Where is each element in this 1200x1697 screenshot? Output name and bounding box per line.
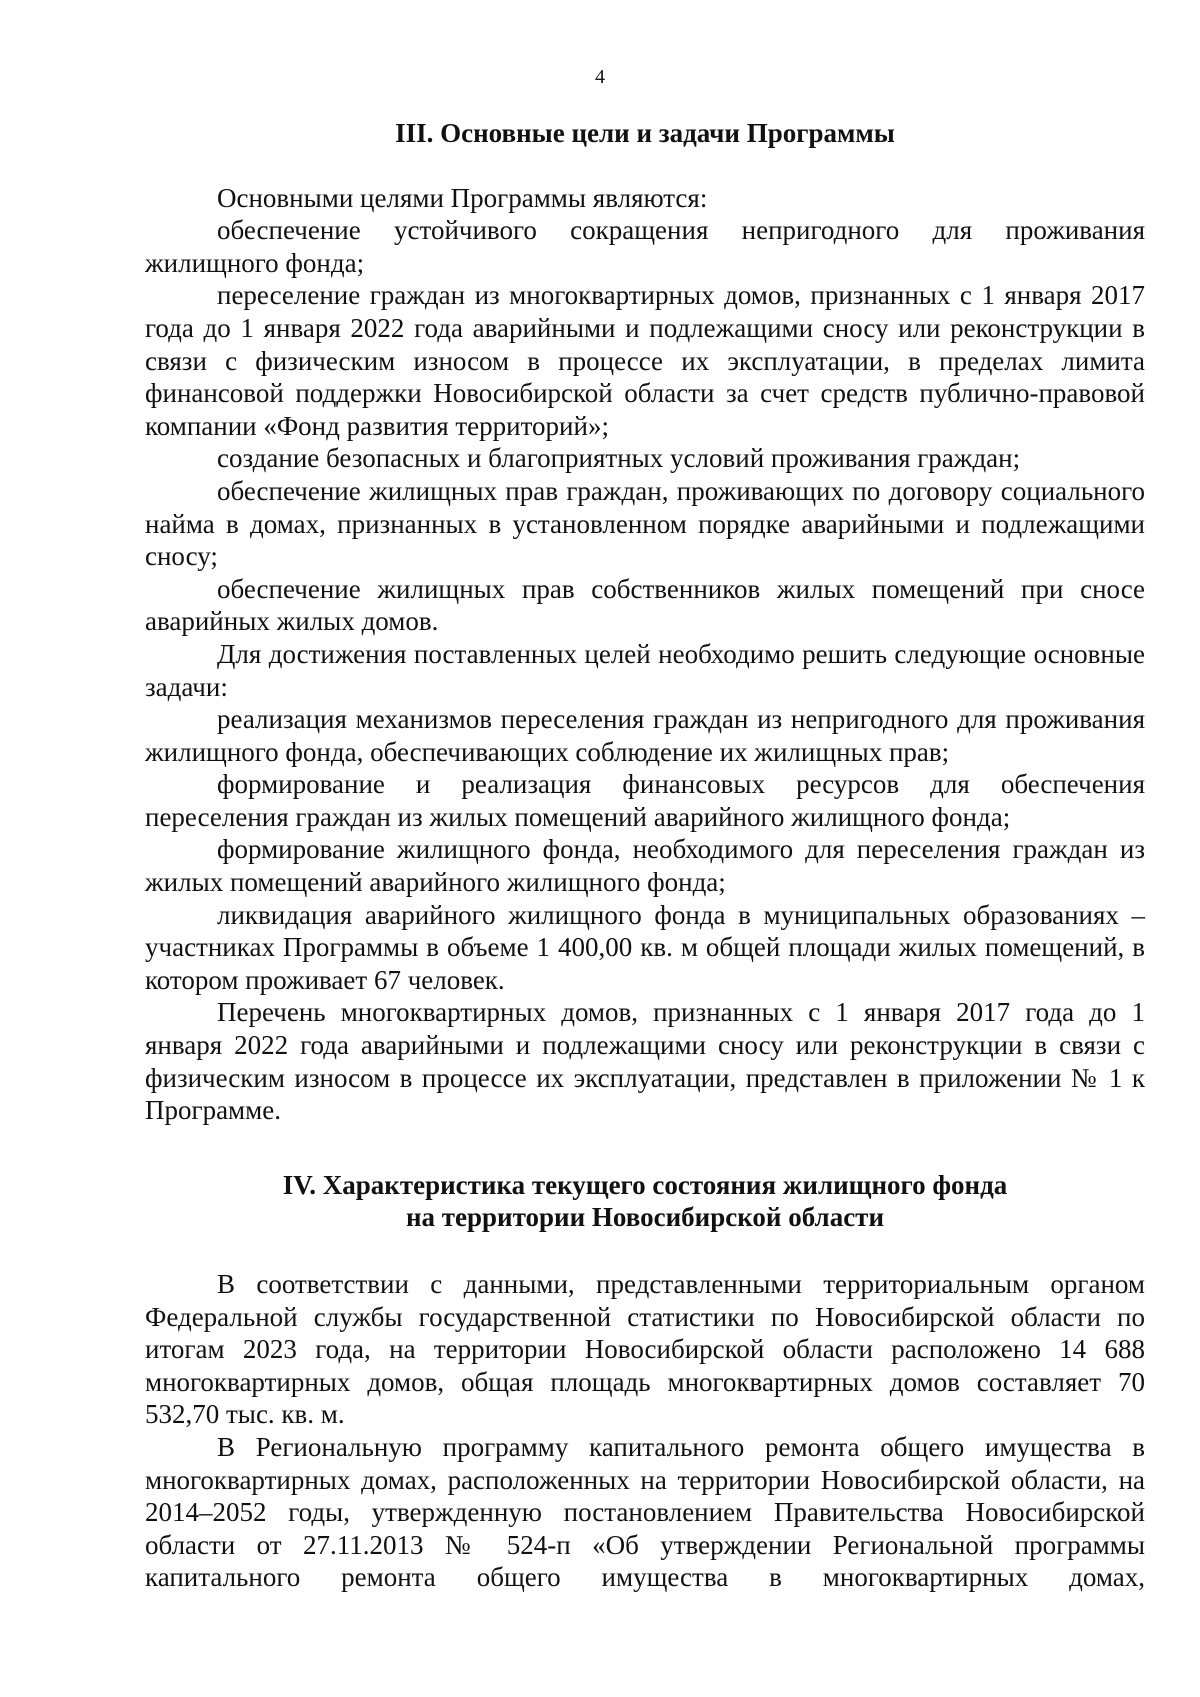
section-3-paragraph: формирование и реализация финансовых ресурсов для обеспечения переселения граждан из жилых помещений аварийного жилищного фонда; bbox=[145, 769, 1145, 832]
section-3-paragraph: реализация механизмов переселения граждан из непригодного для проживания жилищного фонда, обеспечивающих соблюдение их жилищных прав; bbox=[145, 704, 1145, 767]
section-3-paragraph: создание безопасных и благоприятных условий проживания граждан; bbox=[217, 443, 1021, 474]
section-3-paragraph: Перечень многоквартирных домов, признанных с 1 января 2017 года до 1 января 2022 года аварийными и подлежащими сносу или реконструкции в связи с физическим износом в процессе их эксплуатации, представлен в приложении № 1 к Программе. bbox=[145, 997, 1145, 1126]
page-number: 4 bbox=[595, 66, 605, 88]
section-4-paragraph: В соответствии с данными, представленными территориальным органом Федеральной службы государственной статистики по Новосибирской области по итогам 2023 года, на территории Новосибирской области расположено 14 688 многоквартирных домов, общая площадь многоквартирных домов составляет 70 532,70 тыс. кв. м. bbox=[145, 1269, 1145, 1430]
section-3-paragraph: обеспечение жилищных прав граждан, проживающих по договору социального найма в домах, признанных в установленном порядке аварийными и подлежащими сносу; bbox=[145, 475, 1145, 572]
section-3-paragraph: переселение граждан из многоквартирных домов, признанных с 1 января 2017 года до 1 января 2022 года аварийными и подлежащими сносу или реконструкции в связи с физическим износом в процессе их эксплуатации, в пределах лимита финансовой поддержки Новосибирской области за счет средств публично-правовой компании «Фонд развития территорий»; bbox=[145, 280, 1145, 441]
spacer bbox=[145, 1234, 1145, 1268]
section-3-paragraph: ликвидация аварийного жилищного фонда в муниципальных образованиях – участниках Программы в объеме 1 400,00 кв. м общей площади жилых помещений, в котором проживает 67 человек. bbox=[145, 899, 1145, 995]
section-3-paragraph: Основными целями Программы являются: bbox=[217, 182, 708, 213]
section-3-paragraph: обеспечение жилищных прав собственников жилых помещений при сносе аварийных жилых домов. bbox=[145, 573, 1145, 637]
section-4-title-line-2: на территории Новосибирской области bbox=[405, 1202, 885, 1233]
document-body bbox=[145, 117, 1145, 1594]
section-3-title: III. Основные цели и задачи Программы bbox=[395, 118, 895, 148]
section-3-paragraph: формирование жилищного фонда, необходимого для переселения граждан из жилых помещений аварийного жилищного фонда; bbox=[145, 834, 1145, 898]
section-4-paragraph: В Региональную программу капитального ремонта общего имущества в многоквартирных домах, расположенных на территории Новосибирской области, на 2014–2052 годы, утвержденную постановлением Правительства Новосибирской области от 27.11.2013 № 524-п «Об утверждении Региональной программы капитального ремонта общего имущества в многоквартирных домах, bbox=[145, 1431, 1145, 1593]
section-3-paragraph: обеспечение устойчивого сокращения непригодного для проживания жилищного фонда; bbox=[145, 215, 1145, 278]
section-3-paragraph: Для достижения поставленных целей необходимо решить следующие основные задачи: bbox=[145, 638, 1145, 702]
spacer bbox=[145, 150, 1145, 182]
section-4-title-line-1: IV. Характеристика текущего состояния жилищного фонда bbox=[282, 1169, 1008, 1200]
section-4-title bbox=[145, 1169, 1145, 1234]
spacer bbox=[145, 1127, 1145, 1169]
